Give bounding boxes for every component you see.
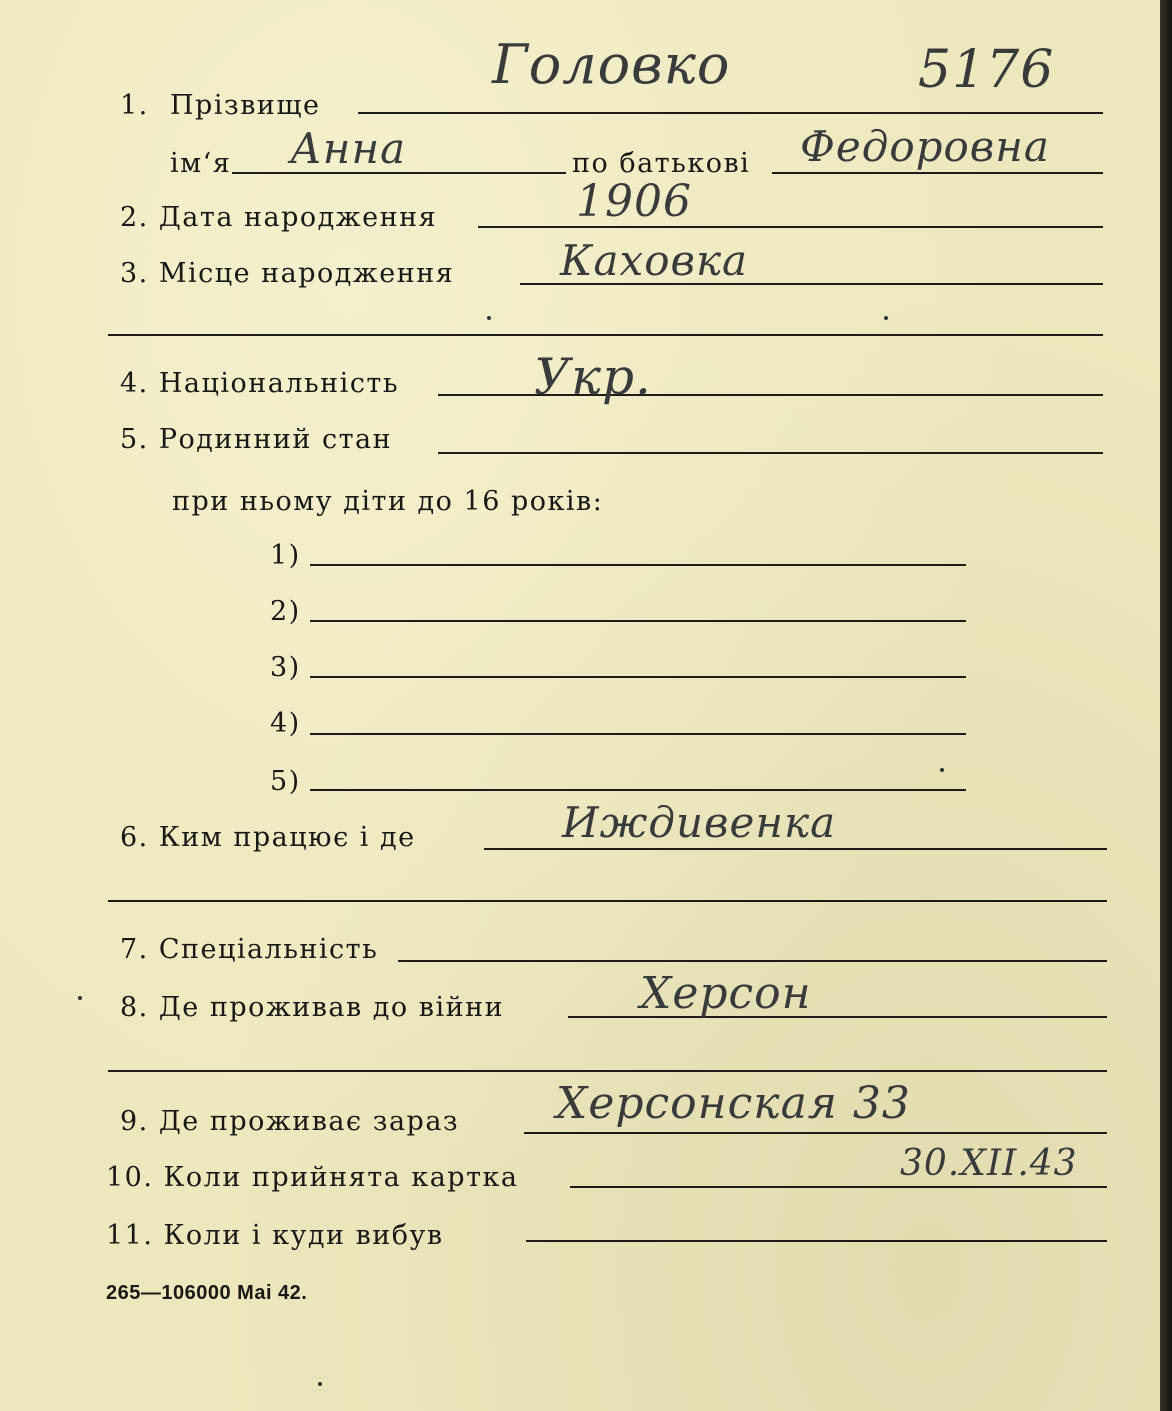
child-5-line bbox=[310, 789, 966, 791]
current-residence-line bbox=[524, 1132, 1107, 1134]
birthplace-line-2 bbox=[108, 334, 1103, 336]
child-3-line bbox=[310, 676, 966, 678]
ink-dot bbox=[884, 316, 888, 320]
child-2-line bbox=[310, 620, 966, 622]
departure-label: 11. Коли і куди вибув bbox=[106, 1220, 444, 1251]
birthplace-label: 3. Місце народження bbox=[120, 258, 455, 289]
current-residence-value: Херсонская 33 bbox=[556, 1078, 911, 1129]
name-value: Анна bbox=[290, 124, 407, 173]
patronymic-label: по батькові bbox=[572, 148, 751, 179]
child-4-line bbox=[310, 733, 966, 735]
occupation-line bbox=[484, 848, 1107, 850]
card-edge-shadow bbox=[1160, 0, 1172, 1411]
patronymic-value: Федоровна bbox=[800, 122, 1050, 171]
current-residence-label: 9. Де проживає зараз bbox=[120, 1106, 460, 1137]
specialty-label: 7. Спеціальність bbox=[120, 934, 379, 965]
card-date-label: 10. Коли прийнята картка bbox=[106, 1162, 519, 1193]
print-code: 265—106000 Mai 42. bbox=[106, 1282, 308, 1304]
surname-value: Головко bbox=[492, 33, 731, 96]
birthplace-value: Каховка bbox=[560, 236, 749, 285]
row1-number: 1. bbox=[120, 90, 149, 121]
birth-date-label: 2. Дата народження bbox=[120, 202, 438, 233]
children-label: при ньому діти до 16 років: bbox=[172, 486, 604, 517]
departure-line bbox=[526, 1240, 1107, 1242]
occupation-value: Иждивенка bbox=[562, 798, 837, 847]
nationality-label: 4. Національність bbox=[120, 368, 400, 399]
prewar-residence-line-2 bbox=[108, 1070, 1107, 1072]
card-date-value: 30.XII.43 bbox=[900, 1143, 1078, 1184]
ink-dot bbox=[940, 768, 944, 772]
ink-dot bbox=[318, 1382, 322, 1386]
birth-date-line bbox=[478, 226, 1103, 228]
child-4-label: 4) bbox=[270, 708, 301, 739]
card-date-line bbox=[570, 1186, 1107, 1188]
patronymic-line bbox=[772, 172, 1103, 174]
surname-label: Прізвище bbox=[170, 90, 321, 121]
ink-dot bbox=[487, 316, 491, 320]
prewar-residence-label: 8. Де проживав до війни bbox=[120, 992, 505, 1023]
ink-dot bbox=[78, 996, 82, 1000]
occupation-label: 6. Ким працює і де bbox=[120, 822, 416, 853]
child-5-label: 5) bbox=[270, 766, 301, 797]
child-1-line bbox=[310, 564, 966, 566]
nationality-value: Укр. bbox=[534, 348, 652, 406]
child-2-label: 2) bbox=[270, 596, 301, 627]
birth-date-value: 1906 bbox=[576, 176, 692, 227]
child-3-label: 3) bbox=[270, 652, 301, 683]
card-number-value: 5176 bbox=[918, 40, 1055, 100]
prewar-residence-value: Херсон bbox=[640, 968, 812, 1019]
marital-status-line bbox=[438, 452, 1103, 454]
name-label: ім‘я bbox=[170, 148, 232, 179]
marital-status-label: 5. Родинний стан bbox=[120, 424, 393, 455]
child-1-label: 1) bbox=[270, 540, 301, 571]
occupation-line-2 bbox=[108, 900, 1107, 902]
specialty-line bbox=[398, 960, 1107, 962]
surname-line bbox=[358, 112, 1103, 114]
